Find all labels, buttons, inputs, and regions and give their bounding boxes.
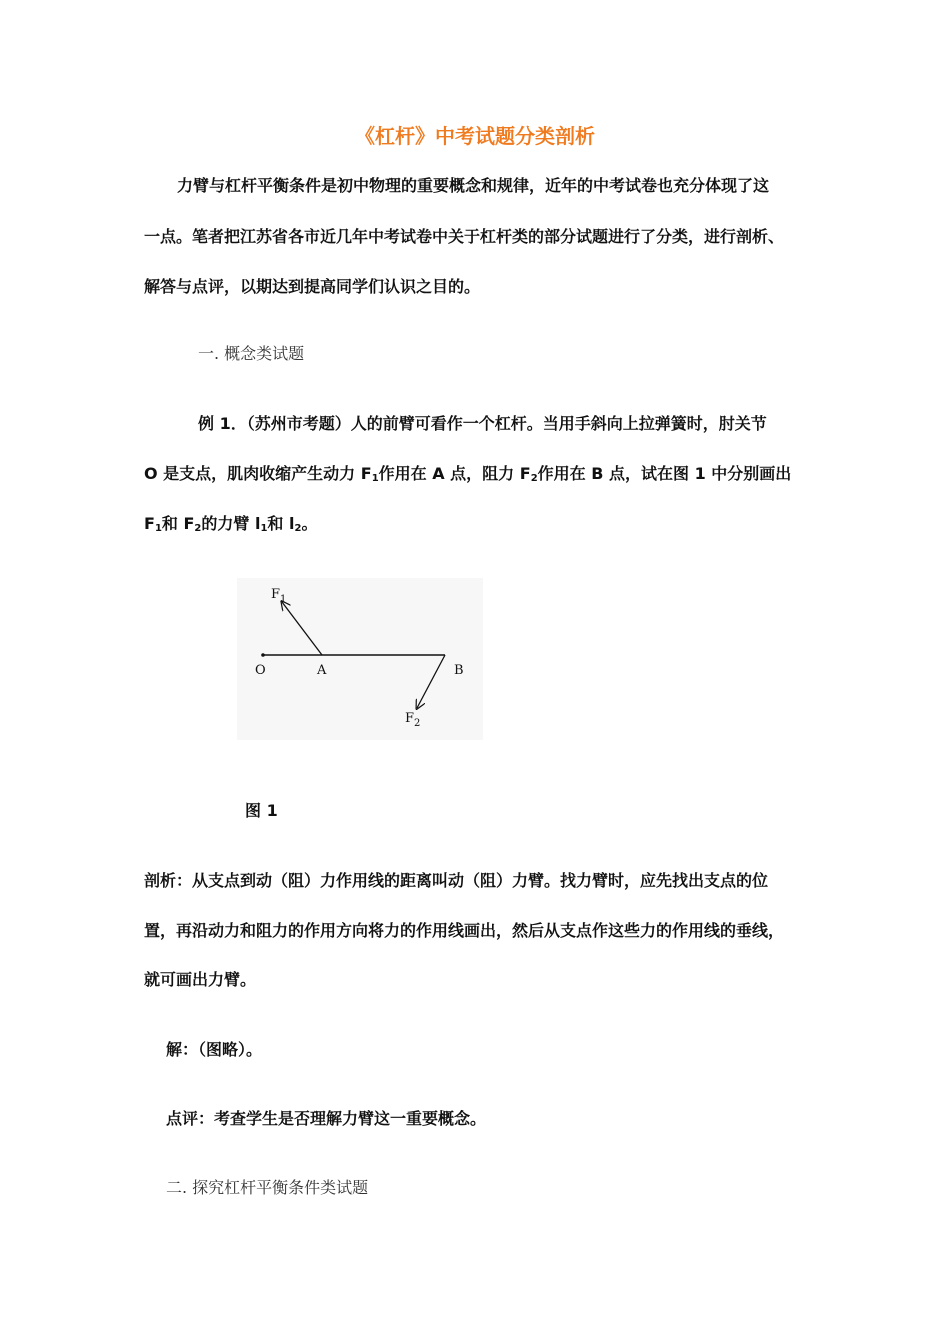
analysis-line-1: 剖析：从支点到动（阻）力作用线的距离叫动（阻）力臂。找力臂时，应先找出支点的位 — [144, 871, 769, 890]
analysis-line-3: 就可画出力臂。 — [144, 970, 257, 989]
label-o: O — [255, 663, 266, 678]
label-a: A — [317, 663, 327, 678]
force-f1-arrow — [282, 602, 322, 655]
label-b: B — [454, 663, 464, 678]
section-heading-1: 一. 概念类试题 — [198, 344, 305, 363]
section-heading-2: 二. 探究杠杆平衡条件类试题 — [166, 1178, 369, 1197]
example-1-line-2: O 是支点，肌肉收缩产生动力 $F_1$作用在 A 点，阻力 $F_2$作用在 B 点，试在图 1 中分别画出 — [144, 464, 792, 484]
intro-line-1: 力臂与杠杆平衡条件是初中物理的重要概念和规律，近年的中考试卷也充分体现了这 — [177, 176, 770, 195]
figure-caption: 图 1 — [245, 801, 278, 820]
comment-text: 点评：考查学生是否理解力臂这一重要概念。 — [166, 1109, 487, 1128]
intro-line-3: 解答与点评，以期达到提高同学们认识之目的。 — [144, 277, 481, 296]
intro-line-2: 一点。笔者把江苏省各市近几年中考试卷中关于杠杆类的部分试题进行了分类，进行剖析、 — [144, 227, 785, 246]
force-f2-arrow — [417, 655, 445, 708]
solution-text: 解：（图略）。 — [166, 1040, 263, 1059]
example-1-line-3: $F_1$和 $F_2$的力臂 $l_1$和 $l_2$。 — [144, 514, 318, 534]
example-1-line-1: 例 1．（苏州市考题）人的前臂可看作一个杠杆。当用手斜向上拉弹簧时，肘关节 — [198, 414, 767, 433]
analysis-line-2: 置，再沿动力和阻力的作用方向将力的作用线画出，然后从支点作这些力的作用线的垂线， — [144, 921, 785, 940]
label-f2: $F_2$ — [405, 711, 421, 729]
lever-diagram — [237, 578, 483, 740]
label-f1: $F_1$ — [271, 587, 287, 605]
document-title: 《杠杆》中考试题分类剖析 — [355, 124, 595, 148]
fulcrum-point — [261, 653, 265, 657]
lever-figure — [237, 578, 483, 740]
